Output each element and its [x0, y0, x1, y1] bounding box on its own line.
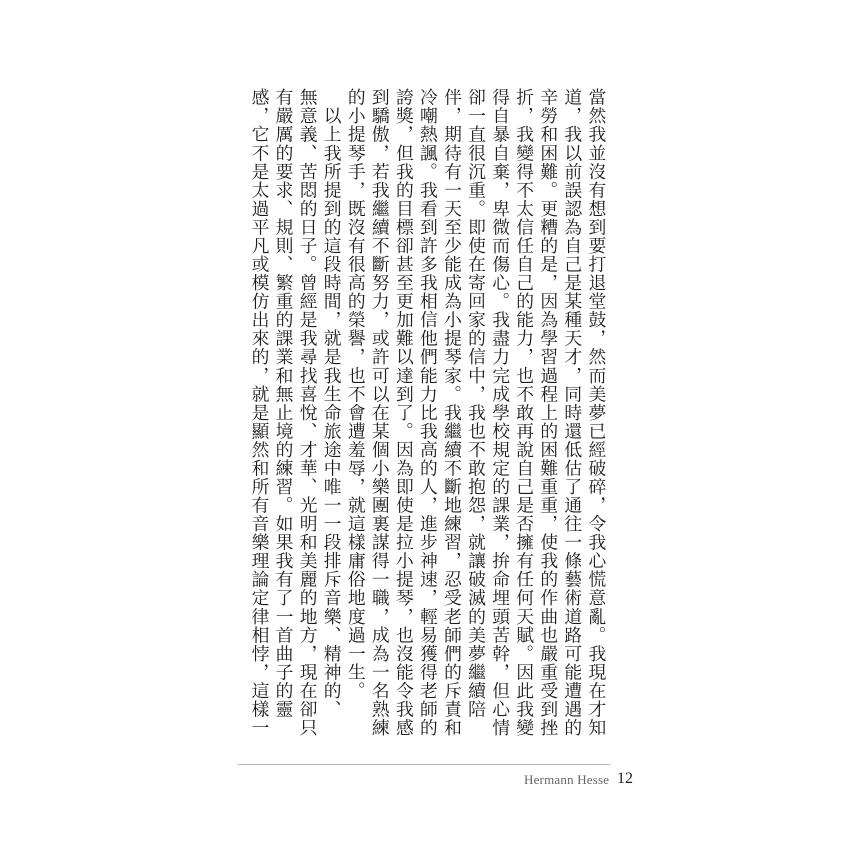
- text-column: 以上我所提到的這段時間，就是我生命旅途中唯一一段排斥音樂、精神的、: [321, 88, 343, 719]
- text-column: 誇獎，但我的目標卻甚至更加難以達到了。因為即使是拉小提琴，也沒能令我感: [393, 88, 415, 737]
- text-column: 無意義、苦悶的日子。曾經是我尋找喜悅、才華、光明和美麗的地方，現在卻只: [297, 88, 319, 737]
- text-column: 冷嘲熱諷。我看到許多我相信他們能力比我高的人，進步神速，輕易獲得老師的: [417, 88, 439, 737]
- page-number: 12: [617, 770, 633, 787]
- text-column: 道，我以前誤認為自己是某種天才，同時還低估了通往一條藝術道路可能遭遇的: [561, 88, 583, 737]
- text-column: 折，我變得不太信任自己的能力，也不敢再說自己是否擁有任何天賦。因此我變: [513, 88, 535, 737]
- running-head: Hermann Hesse: [524, 772, 610, 787]
- text-column: 到驕傲，若我繼續不斷努力，或許可以在某個小樂團裏謀得一職，成為一名熟練: [369, 88, 391, 737]
- text-column: 伴，期待有一天至少能成為小提琴家。我繼續不斷地練習，忍受老師們的斥責和: [441, 88, 463, 737]
- text-column: 有嚴厲的要求、規則、繁重的課業和無止境的練習。如果我有了一首曲子的靈: [273, 88, 295, 719]
- text-column: 辛勞和困難。更糟的是，因為學習過程上的困難重重，使我的作曲也嚴重受到挫: [537, 88, 559, 737]
- text-column: 感，它不是太過平凡或模仿出來的，就是顯然和所有音樂理論定律相悖，這樣一: [249, 88, 270, 737]
- text-column: 的小提琴手，既沒有很高的榮譽，也不會遭羞辱，就這樣庸俗地度過一生。: [345, 88, 367, 700]
- text-column: 當然我並沒有想到要打退堂鼓，然而美夢已經破碎，令我心慌意亂。我現在才知: [585, 88, 607, 737]
- text-column: 卻一直很沉重。即使在寄回家的信中，我也不敢抱怨，就讓破滅的美夢繼續陪: [465, 88, 487, 719]
- vertical-text-block: [249, 88, 607, 737]
- text-column: 得自暴自棄，卑微而傷心。我盡力完成學校規定的課業，拚命埋頭苦幹，但心情: [489, 88, 511, 737]
- footer-rule: [238, 764, 610, 765]
